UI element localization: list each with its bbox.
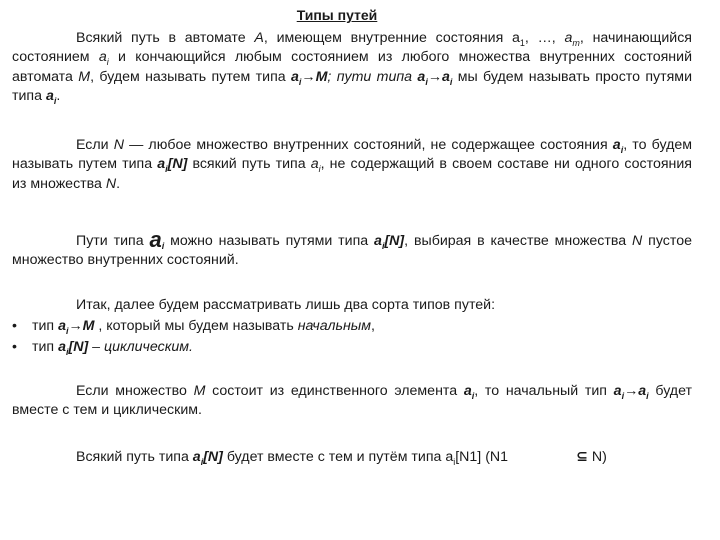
subscript: i — [298, 76, 302, 87]
type-ai: a — [442, 68, 450, 85]
text: состоит из единственного элемента — [205, 383, 464, 399]
text: , который мы будем называть — [94, 318, 298, 334]
text: можно называть путями типа — [164, 233, 375, 249]
type-ai: a — [417, 68, 426, 85]
set-M: M — [193, 383, 206, 399]
text: Если множество — [76, 383, 194, 399]
text: — любое множество внутренних состояний, не содержащее состояния — [123, 137, 613, 153]
set-N: N — [113, 137, 124, 153]
set-N: N — [105, 175, 117, 192]
text: – — [88, 339, 104, 355]
subscript: 1 — [519, 37, 525, 48]
text: Итак, далее будем рассматривать лишь два сорта типов путей: — [76, 297, 496, 313]
subscript: i — [165, 164, 168, 175]
text: Пути типа — [76, 233, 150, 249]
text: будет вместе с тем и путём типа a — [222, 449, 454, 465]
subscript: i — [453, 456, 456, 467]
arrow-icon: → — [624, 383, 639, 399]
subscript: i — [449, 76, 453, 87]
paragraph-1 — [12, 29, 692, 107]
text: , …, — [524, 30, 565, 46]
subscript: i — [621, 390, 625, 401]
text: будет вместе с тем и циклическим. — [12, 383, 693, 419]
type-ai: a — [58, 339, 66, 355]
text: , не содержащий в своем составе ни одного состояния из множества — [12, 156, 692, 192]
state-ai-large: a — [149, 227, 162, 252]
page-title: Типы путей — [296, 7, 378, 23]
subscript: i — [65, 325, 69, 336]
type-ai: a — [638, 383, 647, 399]
state-ai: a — [612, 137, 621, 153]
emphasis: циклическим — [103, 339, 190, 355]
subscript: i — [425, 76, 428, 87]
text: , будем называть путем типа — [90, 68, 291, 85]
paragraph-4 — [12, 296, 692, 315]
text: . — [116, 175, 121, 192]
type-N: [N] — [68, 339, 89, 355]
text: всякий путь типа — [187, 156, 311, 173]
paragraph-3 — [12, 227, 692, 271]
subscript: i — [381, 240, 385, 251]
type-ai: a — [157, 156, 166, 173]
emphasis: начальным — [297, 318, 371, 334]
bullet-icon: • — [12, 318, 17, 334]
state-ai: a — [310, 156, 319, 173]
type-ai: a — [291, 68, 299, 85]
type-ai: a — [45, 88, 54, 105]
subscript: i — [53, 96, 57, 107]
type-ai: a — [58, 318, 66, 334]
set-M: M — [78, 68, 91, 85]
arrow-icon: → — [427, 68, 443, 85]
text: и кончающийся любым состоянием из любого множества внутренних состояний автомата — [12, 49, 692, 85]
text: Всякий путь типа — [76, 449, 193, 465]
subscript: i — [471, 390, 475, 401]
text: Всякий путь в автомате — [76, 30, 255, 46]
type-ai: a — [374, 233, 382, 249]
subscript: i — [620, 144, 624, 155]
paragraph-6 — [12, 448, 692, 467]
subscript: m — [572, 37, 580, 48]
type-N: [N] — [203, 449, 223, 465]
text: тип — [32, 318, 59, 334]
type-N: [N] — [167, 156, 188, 173]
subscript: i — [318, 164, 321, 175]
subscript: i — [200, 456, 204, 467]
list-item — [12, 317, 692, 336]
text: , имеющем внутренние состояния a — [263, 30, 520, 46]
text: N) — [587, 449, 607, 465]
text: , начинающийся состоянием — [12, 30, 692, 66]
type-ai: a — [613, 383, 622, 399]
set-N: N — [632, 233, 643, 249]
text: пустое множество внутренних состояний. — [12, 233, 692, 269]
type-M: M — [315, 68, 328, 85]
text: ; пути типа — [327, 68, 418, 85]
text: , — [370, 318, 375, 334]
text: . — [189, 339, 193, 355]
state-am: a — [564, 30, 573, 46]
subset-icon: ⊆ — [576, 449, 588, 465]
state-ai: a — [463, 383, 472, 399]
text: [N1] (N1 — [455, 449, 512, 465]
type-ai: a — [192, 449, 201, 465]
text: мы будем называть просто путями типа — [12, 68, 692, 105]
list-item — [12, 338, 692, 357]
subscript: i — [161, 240, 165, 251]
arrow-icon: → — [301, 68, 316, 85]
text: . — [56, 88, 61, 105]
type-N: [N] — [384, 233, 405, 249]
text: Если — [76, 137, 114, 153]
text: , то начальный тип — [474, 383, 614, 399]
text: , выбирая в качестве множества — [404, 233, 633, 249]
bullet-icon: • — [12, 339, 17, 355]
arrow-icon: → — [68, 318, 83, 334]
text: , то будем называть путем типа — [12, 137, 692, 173]
type-M: M — [82, 318, 95, 334]
automaton-A: A — [254, 30, 264, 46]
subscript: i — [65, 346, 69, 357]
paragraph-2 — [12, 136, 692, 194]
subscript: i — [646, 390, 649, 401]
text: тип — [32, 339, 59, 355]
state-ai: a — [98, 49, 107, 66]
subscript: i — [106, 57, 109, 68]
paragraph-5 — [12, 382, 692, 421]
